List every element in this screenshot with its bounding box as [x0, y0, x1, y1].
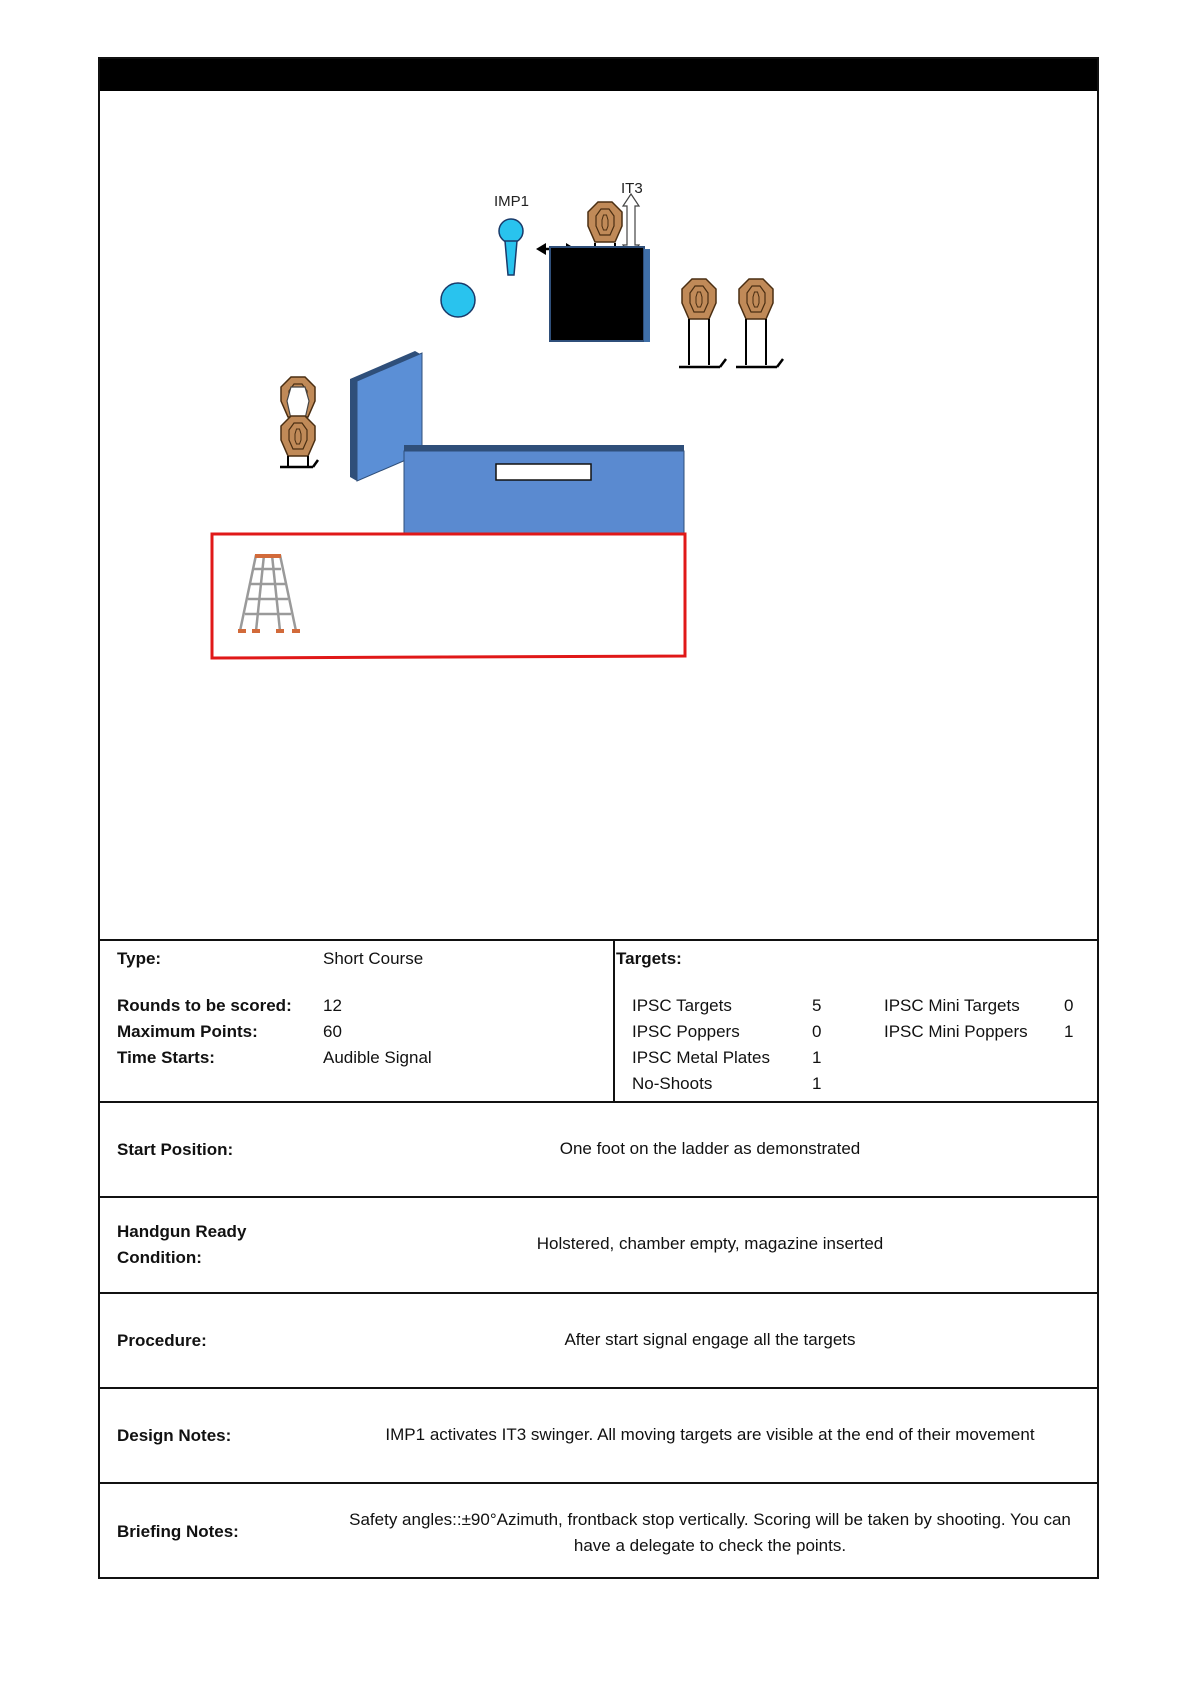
- procedure-label: Procedure:: [117, 1331, 207, 1350]
- rounds-value: 12: [323, 996, 342, 1015]
- black-cover-box: [550, 247, 650, 342]
- shooting-area-fault-line: [212, 534, 685, 658]
- ready-condition-label-line1: Handgun Ready: [117, 1222, 247, 1241]
- divider: [100, 1101, 1097, 1103]
- briefing-notes-value: Safety angles::±90°Azimuth, frontback stop vertically. Scoring will be taken by shooting. You can have a delegate to check the points.: [349, 1510, 1071, 1555]
- swinger-target-it3-icon: [588, 202, 622, 249]
- targets-heading: Targets:: [616, 949, 682, 968]
- start-position-label: Start Position:: [117, 1140, 234, 1159]
- stand-target-icon: [679, 279, 726, 367]
- target-count-label: IPSC Targets: [632, 996, 732, 1015]
- start-position-value: One foot on the ladder as demonstrated: [559, 1139, 861, 1158]
- divider: [100, 939, 1097, 941]
- type-value: Short Course: [323, 949, 424, 968]
- design-notes-label: Design Notes:: [117, 1426, 232, 1445]
- long-wall-with-port: [404, 445, 684, 534]
- target-with-no-shoot-icon: [280, 377, 318, 467]
- briefing-notes-label: Briefing Notes:: [117, 1522, 239, 1541]
- divider: [100, 1292, 1097, 1294]
- ready-condition-label-line2: Condition:: [117, 1248, 202, 1267]
- max-points-label: Maximum Points:: [117, 1022, 258, 1041]
- it3-label: IT3: [621, 180, 643, 197]
- time-starts-label: Time Starts:: [117, 1048, 215, 1067]
- divider: [100, 1387, 1097, 1389]
- target-count-value: 0: [812, 1022, 822, 1041]
- stage-diagram: [100, 91, 1097, 939]
- target-count-value: 1: [1064, 1022, 1074, 1041]
- target-count-value: 1: [812, 1048, 822, 1067]
- stage-sheet: [98, 57, 1099, 1579]
- metal-plate-icon: [441, 283, 475, 317]
- popper-imp1-icon: [499, 219, 523, 275]
- target-count-label: IPSC Mini Poppers: [884, 1022, 1028, 1041]
- target-count-label: IPSC Poppers: [632, 1022, 740, 1041]
- design-notes-value: IMP1 activates IT3 swinger. All moving targets are visible at the end of their movement: [385, 1425, 1035, 1444]
- column-divider: [613, 939, 615, 1103]
- ready-condition-value: Holstered, chamber empty, magazine inserted: [536, 1234, 884, 1253]
- stand-target-icon: [736, 279, 783, 367]
- type-label: Type:: [117, 949, 162, 968]
- target-count-value: 1: [812, 1074, 822, 1093]
- rounds-label: Rounds to be scored:: [117, 996, 292, 1015]
- time-starts-value: Audible Signal: [323, 1048, 432, 1067]
- target-count-label: IPSC Metal Plates: [632, 1048, 770, 1067]
- max-points-value: 60: [323, 1022, 342, 1041]
- procedure-value: After start signal engage all the targets: [564, 1330, 856, 1349]
- stage-diagram-svg: [100, 91, 1097, 939]
- target-count-value: 0: [1064, 996, 1074, 1015]
- title-bar: [100, 59, 1097, 91]
- ladder-icon: [238, 555, 300, 631]
- target-count-value: 5: [812, 996, 822, 1015]
- divider: [100, 1482, 1097, 1484]
- target-count-label: No-Shoots: [632, 1074, 713, 1093]
- divider: [100, 1196, 1097, 1198]
- target-count-label: IPSC Mini Targets: [884, 996, 1020, 1015]
- port-opening: [496, 464, 591, 480]
- imp1-label: IMP1: [494, 193, 530, 210]
